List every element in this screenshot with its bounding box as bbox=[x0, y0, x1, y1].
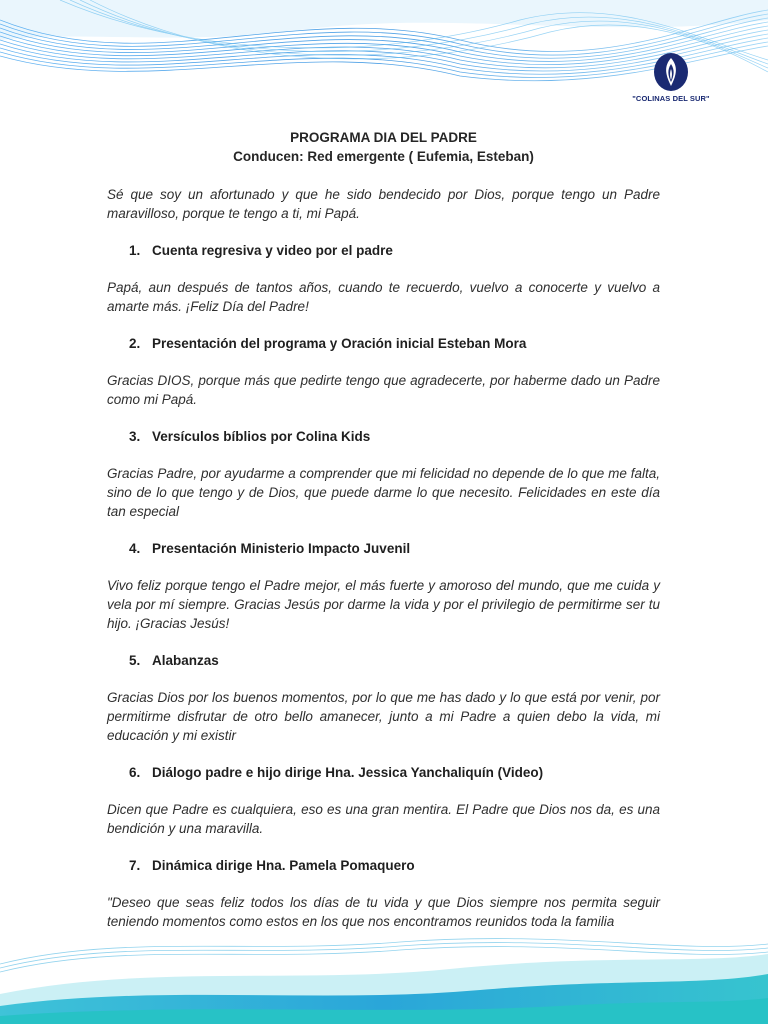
program-item-5 bbox=[107, 651, 660, 670]
item-title: Presentación Ministerio Impacto Juvenil bbox=[152, 541, 411, 556]
page-title: PROGRAMA DIA DEL PADRE bbox=[290, 130, 477, 145]
item-number: 7. bbox=[129, 858, 141, 873]
item-quote-6: Dicen que Padre es cualquiera, eso es una gran mentira. El Padre que Dios nos da, es una bendición y una maravilla. bbox=[107, 802, 660, 836]
item-quote-7: "Deseo que seas feliz todos los días de tu vida y que Dios siempre nos permita seguir teniendo momentos como estos en los que nos encontramos reunidos toda la familia bbox=[107, 895, 660, 929]
program-item-2 bbox=[107, 334, 660, 353]
program-item-4 bbox=[107, 539, 660, 558]
item-quote-2: Gracias DIOS, porque más que pedirte tengo que agradecerte, por haberme dado un Padre como mi Papá. bbox=[107, 373, 660, 407]
item-title: Dinámica dirige Hna. Pamela Pomaquero bbox=[152, 858, 415, 873]
item-number: 4. bbox=[129, 541, 141, 556]
item-number: 3. bbox=[129, 429, 141, 444]
program-item-7 bbox=[107, 856, 660, 875]
item-quote-4: Vivo feliz porque tengo el Padre mejor, el más fuerte y amoroso del mundo, que me cuida y vela por mí siempre. Gracias Jesús por darme la vida y por el privilegio de permitirme ser tu hijo. ¡Gracias Jesús! bbox=[107, 578, 660, 631]
footer-wave-decoration bbox=[0, 924, 768, 1024]
item-number: 1. bbox=[129, 243, 141, 258]
program-item-1 bbox=[107, 241, 660, 260]
item-number: 2. bbox=[129, 336, 141, 351]
item-title: Alabanzas bbox=[152, 653, 219, 668]
church-logo bbox=[628, 52, 714, 103]
item-number: 6. bbox=[129, 765, 141, 780]
item-number: 5. bbox=[129, 653, 141, 668]
item-title: Diálogo padre e hijo dirige Hna. Jessica Yanchaliquín (Video) bbox=[152, 765, 544, 780]
item-quote-3: Gracias Padre, por ayudarme a comprender que mi felicidad no depende de lo que me falta, sino de lo que tengo y de Dios, que puede darme lo que necesito. Felicidades en este día tan especial bbox=[107, 466, 660, 519]
program-item-6 bbox=[107, 763, 660, 782]
item-quote-1: Papá, aun después de tantos años, cuando te recuerdo, vuelvo a conocerte y vuelvo a amarte más. ¡Feliz Día del Padre! bbox=[107, 280, 660, 314]
item-title: Presentación del programa y Oración inicial Esteban Mora bbox=[152, 336, 527, 351]
item-title: Versículos bíblios por Colina Kids bbox=[152, 429, 371, 444]
logo-text: "COLINAS DEL SUR" bbox=[632, 94, 710, 103]
page-subtitle: Conducen: Red emergente ( Eufemia, Esteban) bbox=[233, 149, 534, 164]
item-title: Cuenta regresiva y video por el padre bbox=[152, 243, 393, 258]
document-body bbox=[107, 128, 660, 931]
flame-emblem-icon bbox=[652, 52, 690, 92]
program-item-3 bbox=[107, 427, 660, 446]
item-quote-5: Gracias Dios por los buenos momentos, por lo que me has dado y lo que está por venir, por permitirme disfrutar de otro bello amanecer, junto a mi Padre a quien debo la vida, mi educación y mi existir bbox=[107, 690, 660, 743]
intro-paragraph: Sé que soy un afortunado y que he sido bendecido por Dios, porque tengo un Padre maravilloso, porque te tengo a ti, mi Papá. bbox=[107, 187, 660, 221]
